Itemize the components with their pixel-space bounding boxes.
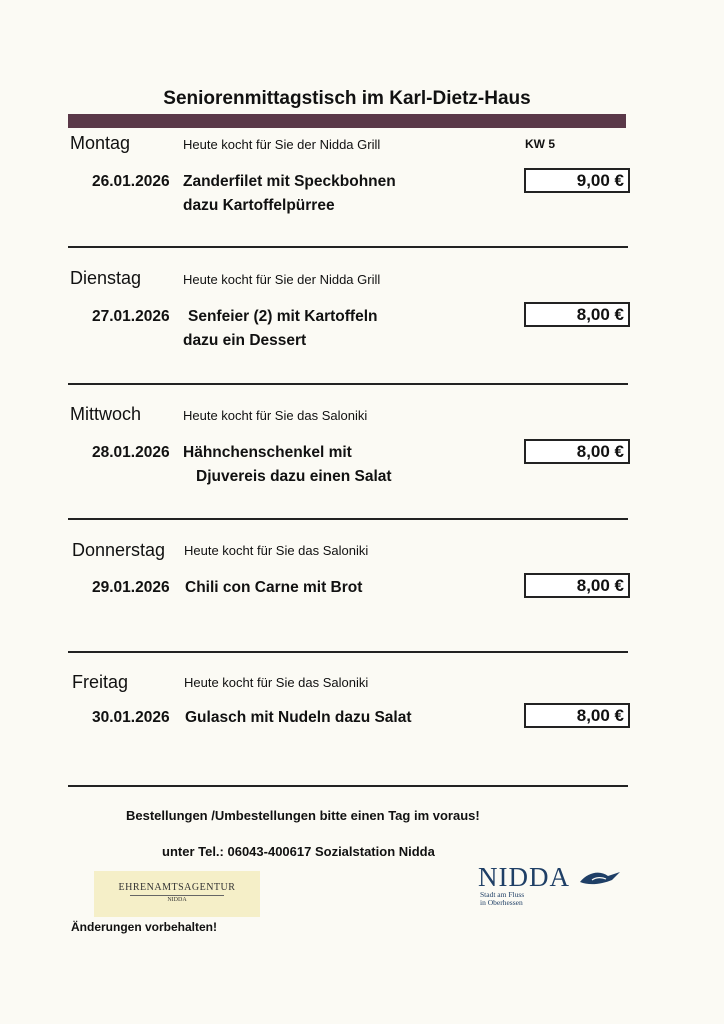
nidda-logo bbox=[478, 862, 628, 912]
cook-info-monday: Heute kocht für Sie der Nidda Grill bbox=[183, 137, 381, 152]
divider bbox=[68, 518, 628, 520]
meal-date-friday: 30.01.2026 bbox=[92, 709, 170, 726]
nidda-logo-sub2: in Oberhessen bbox=[480, 898, 523, 907]
nidda-logo-sub1: Stadt am Fluss bbox=[480, 890, 525, 899]
disclaimer: Änderungen vorbehalten! bbox=[71, 920, 218, 934]
ehrenamt-logo-name: EHRENAMTSAGENTUR bbox=[118, 882, 236, 893]
price-box-tuesday: 8,00 € bbox=[524, 302, 630, 327]
meal-thursday bbox=[92, 576, 363, 600]
nidda-logo-tagline bbox=[480, 891, 524, 907]
meal-date-thursday: 29.01.2026 bbox=[92, 579, 170, 596]
meal-date-tuesday: 27.01.2026 bbox=[92, 308, 170, 325]
price-box-wednesday: 8,00 € bbox=[524, 439, 630, 464]
phone-notice: unter Tel.: 06043-400617 Sozialstation Nidda bbox=[162, 844, 435, 859]
cook-info-friday: Heute kocht für Sie das Saloniki bbox=[184, 675, 369, 690]
meal-line1-friday: Gulasch mit Nudeln dazu Salat bbox=[185, 709, 412, 726]
meal-wednesday bbox=[92, 441, 392, 485]
divider bbox=[68, 246, 628, 248]
meal-line1-monday: Zanderfilet mit Speckbohnen bbox=[183, 173, 396, 190]
meal-tuesday bbox=[92, 305, 378, 349]
divider bbox=[68, 383, 628, 385]
price-box-thursday: 8,00 € bbox=[524, 573, 630, 598]
divider bbox=[68, 651, 628, 653]
day-name-thursday: Donnerstag bbox=[72, 540, 166, 560]
meal-line2-tuesday: dazu ein Dessert bbox=[183, 332, 307, 349]
day-name-tuesday: Dienstag bbox=[70, 268, 142, 288]
cook-info-tuesday: Heute kocht für Sie der Nidda Grill bbox=[183, 272, 381, 287]
meal-line2-monday: dazu Kartoffelpürree bbox=[183, 197, 335, 214]
nidda-logo-word: NIDDA bbox=[478, 862, 570, 892]
order-notice: Bestellungen /Umbestellungen bitte einen Tag im voraus! bbox=[126, 808, 480, 823]
meal-line1-wednesday: Hähnchenschenkel mit bbox=[183, 444, 352, 461]
cook-info-thursday: Heute kocht für Sie das Saloniki bbox=[184, 543, 369, 558]
divider bbox=[68, 785, 628, 787]
meal-date-monday: 26.01.2026 bbox=[92, 173, 170, 190]
meal-line1-tuesday: Senfeier (2) mit Kartoffeln bbox=[188, 308, 378, 325]
day-name-friday: Freitag bbox=[72, 672, 129, 692]
week-number: KW 5 bbox=[525, 137, 555, 151]
meal-friday bbox=[92, 706, 412, 730]
meal-line1-thursday: Chili con Carne mit Brot bbox=[185, 579, 363, 596]
bird-icon bbox=[578, 868, 622, 890]
ehrenamt-logo-line bbox=[130, 895, 224, 896]
cook-info-wednesday: Heute kocht für Sie das Saloniki bbox=[183, 408, 368, 423]
day-name-monday: Montag bbox=[70, 133, 131, 153]
meal-line2-wednesday: Djuvereis dazu einen Salat bbox=[196, 468, 392, 485]
ehrenamtsagentur-logo bbox=[94, 871, 260, 917]
title-bar bbox=[68, 114, 626, 128]
meal-monday bbox=[92, 170, 396, 214]
meal-date-wednesday: 28.01.2026 bbox=[92, 444, 170, 461]
page-title: Seniorenmittagstisch im Karl-Dietz-Haus bbox=[163, 88, 531, 109]
ehrenamt-logo-sub: NIDDA bbox=[167, 897, 187, 903]
day-name-wednesday: Mittwoch bbox=[70, 404, 142, 424]
price-box-monday: 9,00 € bbox=[524, 168, 630, 193]
price-box-friday: 8,00 € bbox=[524, 703, 630, 728]
